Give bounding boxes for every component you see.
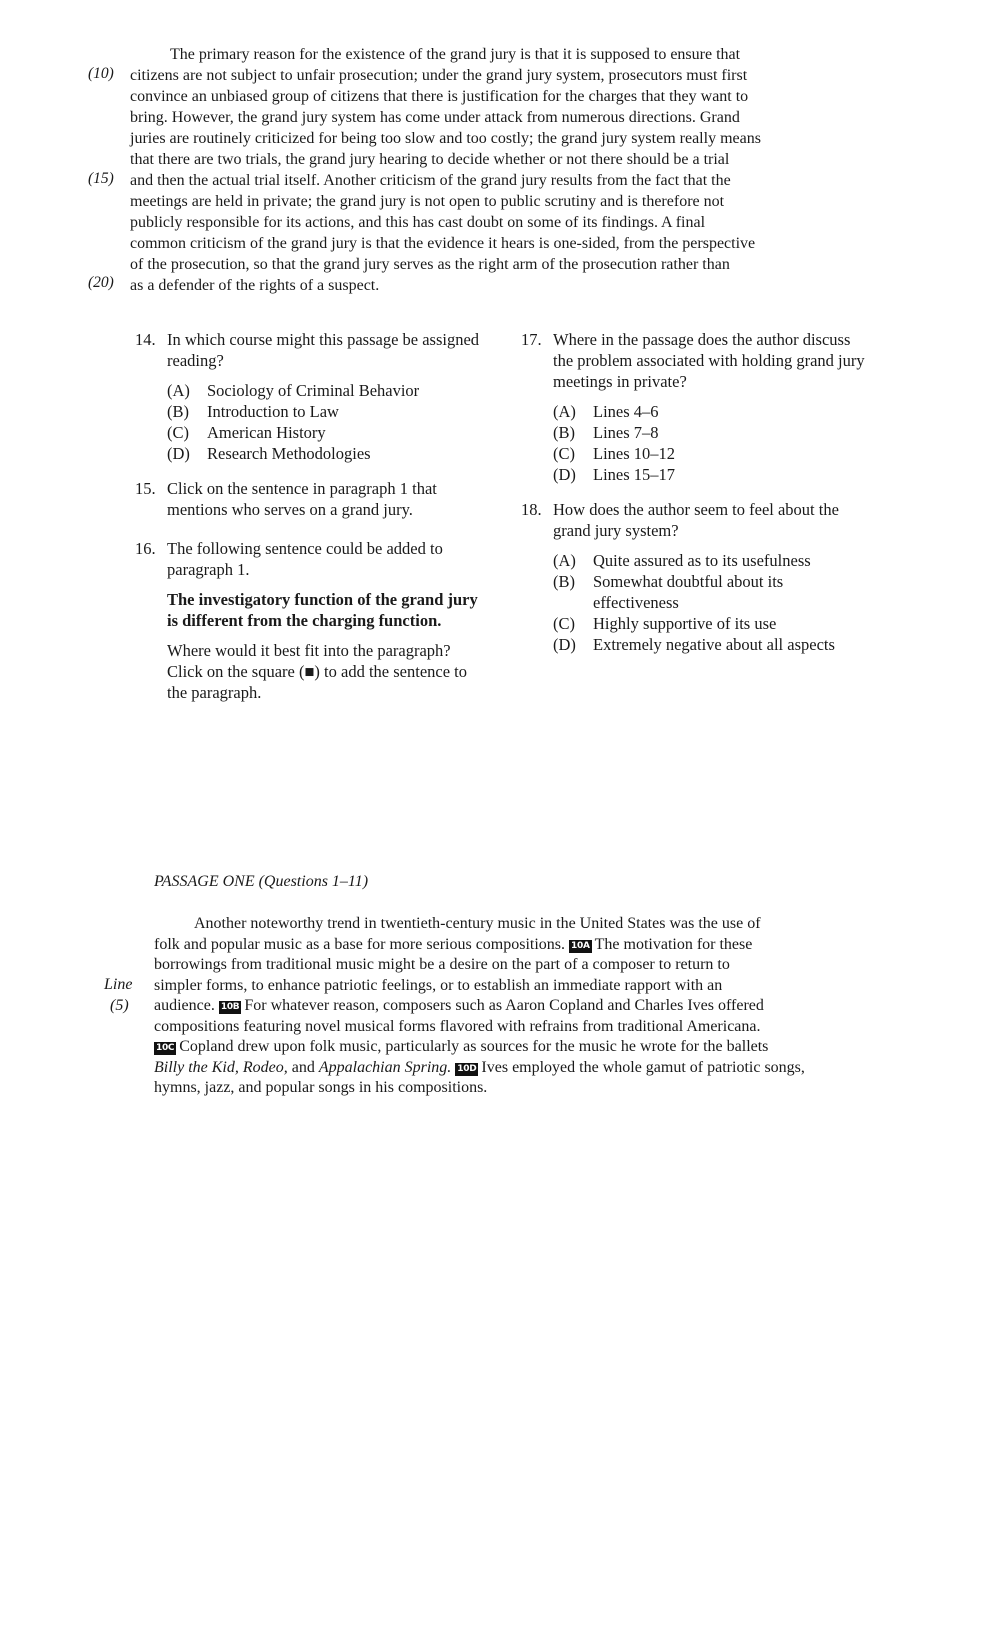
option-letter: (A) (553, 551, 576, 570)
option-text: Lines 4–6 (593, 402, 659, 421)
passage-line[interactable]: of the prosecution, so that the grand jury serves as the right arm of the prosecution rather than (130, 256, 730, 273)
insert-sentence: The investigatory function of the grand jury is different from the charging function. (167, 590, 478, 630)
option-letter: (D) (167, 444, 190, 463)
questions-right-column (521, 329, 866, 665)
answer-option-b[interactable] (553, 422, 866, 443)
line-number-15: (15) (88, 170, 114, 187)
option-text: Lines 7–8 (593, 423, 659, 442)
passage-line[interactable]: and then the actual trial itself. Another criticism of the grand jury results from the fact that the (130, 172, 731, 189)
question-stem: The following sentence could be added to paragraph 1. (167, 539, 443, 579)
option-text: Lines 10–12 (593, 444, 676, 463)
sentence[interactable]: Ives employed the whole gamut of patriotic songs, (481, 1058, 805, 1076)
question-number: 16. (135, 539, 156, 558)
insert-square-10c[interactable]: 10C (156, 1043, 175, 1053)
passage-line[interactable]: citizens are not subject to unfair prosecution; under the grand jury system, prosecutors must first (130, 67, 748, 84)
passage-title: PASSAGE ONE (Questions 1–11) (154, 873, 369, 890)
answer-option-a[interactable] (553, 401, 866, 422)
passage-line[interactable]: Another noteworthy trend in twentieth-century music in the United States was the use of (194, 915, 761, 932)
answer-option-a[interactable] (167, 380, 480, 401)
passage-line[interactable]: convince an unbiased group of citizens that there is justification for the charges that they want to (130, 88, 749, 105)
answer-option-c[interactable] (167, 422, 480, 443)
answer-option-c[interactable] (553, 443, 866, 464)
passage-line[interactable]: that there are two trials, the grand jury hearing to decide whether or not there should be a trial (130, 151, 730, 168)
option-text: Introduction to Law (207, 402, 339, 421)
question-number: 15. (135, 479, 156, 498)
music-passage (154, 914, 874, 1099)
option-text: Extremely negative about all aspects (593, 635, 835, 654)
grand-jury-passage (130, 44, 890, 296)
passage-line[interactable]: simpler forms, to enhance patriotic feelings, or to establish an immediate rapport with an (154, 976, 723, 994)
sentence[interactable]: For whatever reason, composers such as Aaron Copland and Charles Ives offered (244, 997, 764, 1014)
ballet-title: Appalachian Spring. (318, 1058, 452, 1076)
passage-line[interactable]: as a defender of the rights of a suspect. (130, 277, 380, 294)
question-16 (135, 538, 480, 703)
question-17 (521, 329, 866, 485)
question-stem: Click on the sentence in paragraph 1 that mentions who serves on a grand jury. (167, 479, 437, 519)
passage-line[interactable]: bring. However, the grand jury system has come under attack from numerous directions. Grand (130, 109, 740, 126)
question-number: 17. (521, 330, 542, 349)
question-18 (521, 499, 866, 655)
question-stem: How does the author seem to feel about the grand jury system? (553, 500, 839, 540)
question-15 (135, 478, 480, 520)
conjunction: and (291, 1058, 315, 1076)
answer-option-d[interactable] (167, 443, 480, 464)
sentence[interactable]: audience. (154, 997, 215, 1014)
questions-left-column (135, 329, 480, 713)
answer-option-d[interactable] (553, 464, 866, 485)
passage-line[interactable]: compositions featuring novel musical forms flavored with refrains from traditional Americana. (154, 1017, 761, 1035)
question-stem: Where in the passage does the author discuss the problem associated with holding grand jury meetings in private? (553, 330, 865, 391)
question-14 (135, 329, 480, 464)
passage-line[interactable] (154, 1037, 874, 1058)
sentence[interactable]: The motivation for these (594, 935, 753, 953)
option-text: Somewhat doubtful about its effectiveness (593, 572, 784, 612)
sentence[interactable]: folk and popular music as a base for more serious compositions. (154, 935, 566, 953)
passage-line[interactable] (154, 996, 874, 1017)
line-number-5: (5) (110, 997, 129, 1014)
option-letter: (B) (553, 572, 575, 591)
answer-option-c[interactable] (553, 613, 866, 634)
option-text: Quite assured as to its usefulness (593, 551, 811, 570)
option-text: Lines 15–17 (593, 465, 676, 484)
insert-square-10d[interactable]: 10D (457, 1063, 477, 1074)
answer-option-d[interactable] (553, 634, 866, 655)
passage-line[interactable]: The primary reason for the existence of the grand jury is that it is supposed to ensure that (170, 46, 741, 63)
question-stem: In which course might this passage be assigned reading? (167, 330, 480, 370)
answer-option-a[interactable] (553, 550, 866, 571)
option-text: American History (207, 423, 326, 442)
option-letter: (D) (553, 635, 576, 654)
line-number-10: (10) (88, 65, 114, 82)
passage-line[interactable]: borrowings from traditional music might be a desire on the part of a composer to return to (154, 956, 730, 973)
insert-square-10b[interactable]: 10B (220, 1002, 240, 1012)
line-label: Line (104, 976, 133, 993)
passage-line[interactable]: meetings are held in private; the grand jury is not open to public scrutiny and is therefore not (130, 193, 725, 210)
passage-line[interactable] (154, 935, 874, 956)
line-number-20: (20) (88, 274, 114, 291)
option-letter: (B) (553, 423, 575, 442)
answer-option-b[interactable] (553, 571, 866, 613)
option-letter: (B) (167, 402, 189, 421)
option-letter: (C) (167, 423, 189, 442)
passage-line[interactable]: common criticism of the grand jury is that the evidence it hears is one-sided, from the perspective (130, 235, 756, 252)
passage-line[interactable]: hymns, jazz, and popular songs in his compositions. (154, 1079, 488, 1096)
option-letter: (C) (553, 444, 575, 463)
question-number: 14. (135, 330, 156, 349)
passage-line[interactable] (154, 1058, 874, 1079)
option-letter: (C) (553, 614, 575, 633)
passage-line[interactable]: juries are routinely criticized for being too slow and too costly; the grand jury system really means (130, 130, 761, 147)
option-letter: (A) (553, 402, 576, 421)
option-letter: (D) (553, 465, 576, 484)
question-instruction: Where would it best fit into the paragraph? Click on the square (■) to add the sentence to the paragraph. (167, 641, 467, 702)
ballet-titles: Billy the Kid, Rodeo, (154, 1058, 288, 1076)
option-text: Sociology of Criminal Behavior (207, 381, 420, 400)
option-text: Research Methodologies (207, 444, 371, 463)
sentence[interactable]: Copland drew upon folk music, particularly as sources for the music he wrote for the ballets (179, 1038, 769, 1055)
passage-line[interactable]: publicly responsible for its actions, and this has cast doubt on some of its findings. A final (130, 214, 706, 231)
question-number: 18. (521, 500, 542, 519)
option-text: Highly supportive of its use (593, 614, 777, 633)
answer-option-b[interactable] (167, 401, 480, 422)
insert-square-10a[interactable]: 10A (571, 940, 590, 951)
option-letter: (A) (167, 381, 190, 400)
